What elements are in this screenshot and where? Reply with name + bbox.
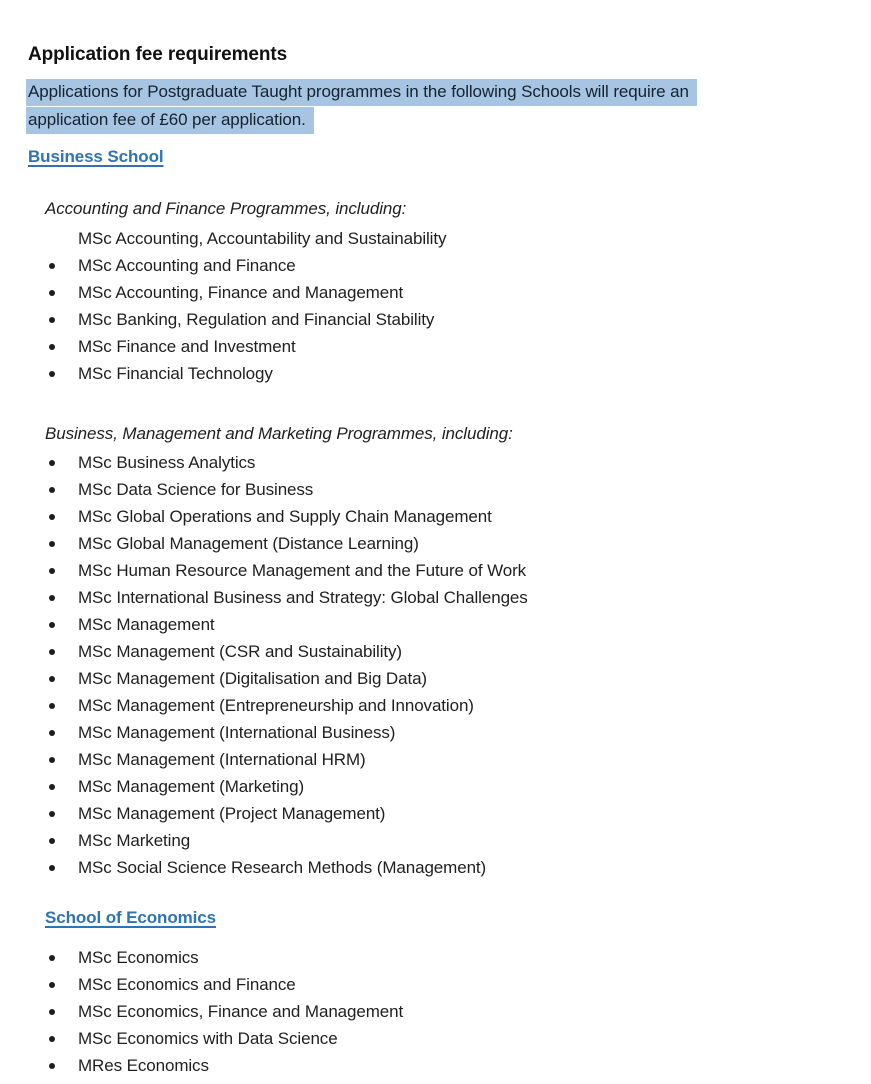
bullet-icon (49, 1009, 55, 1015)
list-item (28, 800, 841, 827)
list-item-label: MSc Economics, Finance and Management (78, 1002, 404, 1021)
list-item (28, 665, 841, 692)
highlighted-paragraph (28, 79, 841, 134)
list-item (28, 530, 841, 557)
bullet-icon (49, 622, 55, 628)
business-school-link[interactable]: Business School (28, 147, 164, 166)
list-item-label: MSc Management (Marketing) (78, 777, 305, 796)
list-item-label: MSc Management (Digitalisation and Big Data) (78, 669, 427, 688)
highlighted-text-line: Applications for Postgraduate Taught programmes in the following Schools will require an (26, 79, 697, 106)
list-item-label: MSc Management (Entrepreneurship and Innovation) (78, 696, 474, 715)
list-item (28, 692, 841, 719)
list-item-label: MSc Management (International HRM) (78, 750, 366, 769)
list-item (28, 449, 841, 476)
list-item-label: MSc Accounting and Finance (78, 256, 296, 275)
programme-group-accounting-finance (28, 198, 841, 387)
list-item-label: MSc Global Operations and Supply Chain Management (78, 507, 492, 526)
bullet-icon (49, 290, 55, 296)
bullet-icon (49, 1036, 55, 1042)
list-item (28, 476, 841, 503)
list-item-label: MSc Social Science Research Methods (Management) (78, 858, 487, 877)
list-item-label: MSc Human Resource Management and the Future of Work (78, 561, 527, 580)
bullet-icon (49, 982, 55, 988)
bullet-icon (49, 514, 55, 520)
page-title: Application fee requirements (28, 44, 288, 65)
list-item-label: MSc Finance and Investment (78, 337, 296, 356)
list-item (28, 333, 841, 360)
list-item (28, 719, 841, 746)
list-item (28, 1052, 841, 1079)
list-item (28, 746, 841, 773)
list-item (28, 638, 841, 665)
list-item (28, 944, 841, 971)
list-item-label: MSc Economics (78, 948, 199, 967)
list-item (28, 279, 841, 306)
bullet-icon (49, 784, 55, 790)
list-item-label: MSc Accounting, Finance and Management (78, 283, 404, 302)
list-item-label: MSc Management (78, 615, 215, 634)
list-item-label: MSc Economics with Data Science (78, 1029, 338, 1048)
list-item-label: MSc Banking, Regulation and Financial Stability (78, 310, 435, 329)
list-item (28, 503, 841, 530)
bullet-icon (49, 541, 55, 547)
list-item (28, 584, 841, 611)
bullet-icon (49, 955, 55, 961)
list-item-label: MSc Data Science for Business (78, 480, 314, 499)
list-item-label: MSc Management (International Business) (78, 723, 396, 742)
list-item (28, 611, 841, 638)
list-item-label: MSc Financial Technology (78, 364, 273, 383)
bullet-icon (49, 344, 55, 350)
list-item (28, 773, 841, 800)
list-item-label: MSc Business Analytics (78, 453, 256, 472)
programme-group-business-management-marketing (28, 423, 841, 881)
bullet-icon (49, 568, 55, 574)
group-heading: Business, Management and Marketing Programmes, including: (45, 424, 513, 443)
bullet-icon (49, 838, 55, 844)
list-item-label: MSc Global Management (Distance Learning) (78, 534, 419, 553)
bullet-icon (49, 1063, 55, 1069)
list-item (28, 252, 841, 279)
bullet-icon (49, 595, 55, 601)
bullet-icon (49, 730, 55, 736)
list-item-label: MSc Management (CSR and Sustainability) (78, 642, 402, 661)
list-item (28, 827, 841, 854)
list-item-label: MSc International Business and Strategy: Global Challenges (78, 588, 528, 607)
list-item (28, 854, 841, 881)
list-item-label: MRes Economics (78, 1056, 209, 1075)
list-item-label: MSc Economics and Finance (78, 975, 296, 994)
list-item (28, 557, 841, 584)
list-item (28, 971, 841, 998)
bullet-icon (49, 487, 55, 493)
bullet-icon (49, 317, 55, 323)
bullet-icon (49, 811, 55, 817)
bullet-icon (49, 371, 55, 377)
list-item-label: MSc Marketing (78, 831, 191, 850)
highlighted-text-line: application fee of £60 per application. (26, 107, 314, 134)
bullet-icon (49, 460, 55, 466)
bullet-icon (49, 703, 55, 709)
list-item (28, 360, 841, 387)
bullet-icon (49, 676, 55, 682)
bullet-icon (49, 865, 55, 871)
programme-list (28, 449, 841, 881)
bullet-icon (49, 757, 55, 763)
bullet-icon (49, 263, 55, 269)
programme-list (28, 252, 841, 387)
programme-list (28, 944, 841, 1079)
group-heading: Accounting and Finance Programmes, including: (45, 199, 407, 218)
list-item (28, 1025, 841, 1052)
list-item (28, 998, 841, 1025)
list-item (28, 306, 841, 333)
list-item: MSc Accounting, Accountability and Sustainability (78, 229, 447, 248)
bullet-icon (49, 649, 55, 655)
school-of-economics-link[interactable]: School of Economics (45, 908, 216, 927)
list-item-label: MSc Management (Project Management) (78, 804, 386, 823)
